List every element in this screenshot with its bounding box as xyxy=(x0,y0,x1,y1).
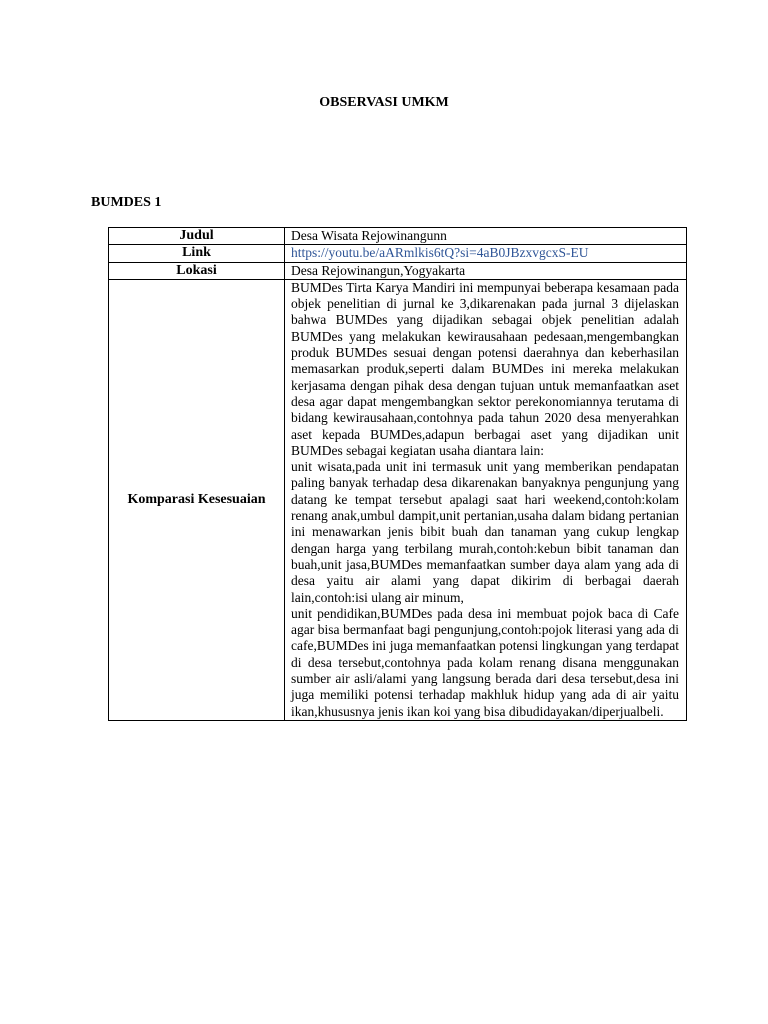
row-label-lokasi: Lokasi xyxy=(109,262,285,279)
komparasi-paragraph: BUMDes Tirta Karya Mandiri ini mempunyai beberapa kesamaan pada objek penelitian di jurnal ke 3,dikarenakan pada jurnal 3 dijelaskan bahwa BUMDes yang dijadikan sebagai objek penelitian adalah BUMDes yang melakukan kewirausahaan pedesaan,mengembangkan produk BUMDes sesuai dengan potensi daerahnya dan keberhasilan memasarkan produk,seperti dalam BUMDes ini mereka melakukan kerjasama dengan pihak desa dengan tujuan untuk memanfaatkan aset desa agar dapat mengembangkan sektor perekonomiannya terutama di bidang kewirausahaan,contohnya pada tahun 2020 desa menyerahkan aset kepada BUMDes,adapun berbagai aset yang dijadikan unit BUMDes sebagai kegiatan usaha diantara lain: xyxy=(291,279,679,458)
table-row-komparasi xyxy=(109,279,687,720)
youtube-link[interactable]: https://youtu.be/aARmlkis6tQ?si=4aB0JBzxvgcxS-EU xyxy=(285,245,687,262)
komparasi-paragraph: unit pendidikan,BUMDes pada desa ini membuat pojok baca di Cafe agar bisa bermanfaat bagi pengunjung,contoh:pojok literasi yang ada di cafe,BUMDes ini juga memanfaatkan potensi lingkungan yang terdapat di desa tersebut,contohnya pada kolam renang disana menggunakan sumber air asli/alami yang langsung berada dari desa tersebut,desa ini juga memiliki potensi terhadap makhluk hidup yang ada di air yaitu ikan,khususnya jenis ikan koi yang bisa dibudidayakan/diperjualbeli. xyxy=(291,605,679,719)
table-row-lokasi xyxy=(109,262,687,279)
observation-table xyxy=(108,227,687,721)
section-heading: BUMDES 1 xyxy=(91,195,162,210)
komparasi-paragraph: unit wisata,pada unit ini termasuk unit yang memberikan pendapatan paling banyak terhadap desa dikarenakan banyaknya pengunjung yang datang ke tempat tersebut apalagi saat hari weekend,contoh:kolam renang anak,umbul dampit,unit pertanian,usaha dalam bidang pertanian ini menawarkan jenis bibit buah dan tanaman yang cukup lengkap dengan harga yang terbilang murah,contoh:kebun bibit tanaman dan buah,unit jasa,BUMDes memanfaatkan sumber daya alam yang ada di desa yaitu air alami yang dapat dikirim di berbagai daerah lain,contoh:isi ulang air minum, xyxy=(291,459,679,605)
table-row-judul xyxy=(109,228,687,245)
row-label-link: Link xyxy=(109,245,285,262)
row-label-komparasi: Komparasi Kesesuaian xyxy=(109,279,285,720)
row-label-judul: Judul xyxy=(109,228,285,245)
row-value-lokasi: Desa Rejowinangun,Yogyakarta xyxy=(285,262,687,279)
row-value-komparasi xyxy=(285,279,687,720)
table-row-link xyxy=(109,245,687,262)
document-title: OBSERVASI UMKM xyxy=(319,95,449,110)
row-value-judul: Desa Wisata Rejowinangunn xyxy=(285,228,687,245)
